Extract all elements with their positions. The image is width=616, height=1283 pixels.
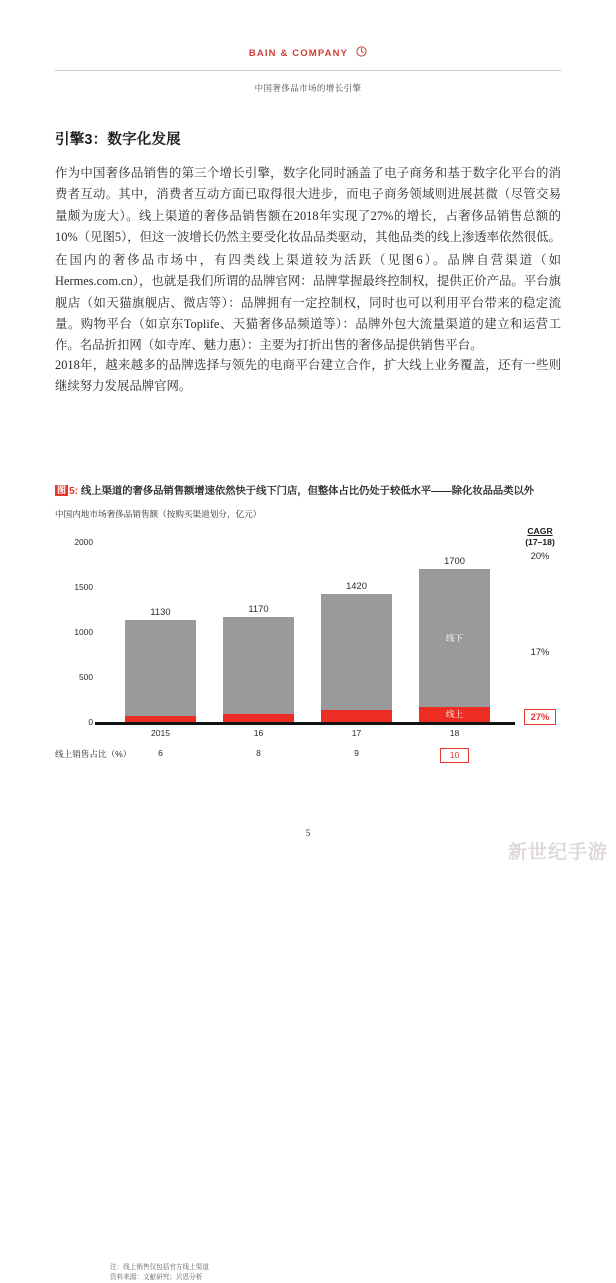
segment-label-online: 线上 <box>445 709 464 720</box>
body-paragraph-1: 作为中国奢侈品销售的第三个增长引擎，数字化同时涵盖了电子商务和基于数字化平台的消费者互动。其中，消费者互动方面已取得很大进步，而电子商务领域则进展甚微（尽管交易量颇为庞大）。线上渠道的奢侈品销售额在2018年实现了27%的增长，占奢侈品销售总额的10%（见图5），但这一波增长仍然主要受化妆品品类驱动，其他品类的线上渗透率依然很低。 <box>55 166 561 244</box>
y-tick-2: 1000 <box>74 627 93 637</box>
document-subtitle: 中国奢侈品市场的增长引擎 <box>254 83 362 93</box>
y-tick-0: 0 <box>88 717 93 727</box>
y-tick-3: 1500 <box>74 582 93 592</box>
page-number: 5 <box>305 828 311 838</box>
bar-segment-online <box>125 716 196 722</box>
x-tick-1: 16 <box>253 728 264 738</box>
bar-column-17 <box>321 580 392 722</box>
chart-subtitle: 中国内地市场奢侈品销售额（按购买渠道划分，亿元） <box>55 509 262 519</box>
brand-header <box>0 44 616 62</box>
online-share-0: 6 <box>158 748 163 758</box>
bar-segment-offline <box>223 617 294 714</box>
bar-column-16 <box>223 602 294 722</box>
chart-plot-area <box>74 537 500 727</box>
online-share-row-label: 线上销售占比（%） <box>55 749 132 759</box>
chart-baseline-axis <box>95 722 515 725</box>
page-title: 引擎3：数字化发展 <box>55 132 181 148</box>
brand-name: BAIN & COMPANY <box>248 47 349 59</box>
figure-caption-text: 线上渠道的奢侈品销售额增速依然快于线下门店，但整体占比仍处于较低水平——除化妆品品类以外 <box>81 486 535 497</box>
online-share-3-highlighted <box>419 748 490 763</box>
x-tick-0: 2015 <box>150 728 171 738</box>
bar-segment-online <box>321 710 392 722</box>
bar-total-label-2015: 1130 <box>150 606 171 618</box>
y-tick-4: 2000 <box>74 537 93 547</box>
bar-segment-offline <box>419 569 490 707</box>
bar-segment-online <box>223 714 294 722</box>
online-share-1: 8 <box>256 748 261 758</box>
header-divider <box>55 70 561 71</box>
cagr-offline-value: 17% <box>530 646 550 657</box>
segment-label-offline: 线下 <box>445 632 464 643</box>
bar-column-2015 <box>125 606 196 722</box>
x-tick-3: 18 <box>449 728 460 738</box>
body-paragraph-2: 在国内的奢侈品市场中，有四类线上渠道较为活跃（见图6）。品牌自营渠道（如Hermes.com.cn），也就是我们所谓的品牌官网：品牌掌握最终控制权，提供正价产品。平台旗舰店（如天猫旗舰店、微店等）：品牌拥有一定控制权，同时也可以利用平台带来的稳定流量。购物平台（如京东Toplife、天猫奢侈品频道等）：品牌外包大流量渠道的建立和运营工作。名品折扣网（如寺库、魅力惠）：主要为打折出售的奢侈品提供销售平台。 <box>55 253 561 353</box>
figure-caption <box>55 484 561 499</box>
bar-segment-online <box>419 707 490 722</box>
chart-notes <box>110 1263 209 1283</box>
cagr-column <box>517 526 563 548</box>
cagr-online-text: 27% <box>524 709 557 725</box>
x-tick-2: 17 <box>351 728 362 738</box>
figure-tag: 图 <box>57 485 67 495</box>
bar-segment-offline <box>125 620 196 716</box>
bar-total-label-16: 1170 <box>248 602 269 614</box>
cagr-total-value: 20% <box>530 550 550 561</box>
watermark: 新世纪手游 <box>507 842 608 863</box>
y-tick-1: 500 <box>79 672 93 682</box>
online-share-3-value: 10 <box>440 748 470 763</box>
cagr-header: CAGR <box>527 526 553 536</box>
stacked-bar-chart <box>55 526 561 771</box>
bar-total-label-17: 1420 <box>346 580 367 592</box>
online-share-2: 9 <box>354 748 359 758</box>
cagr-period: (17–18) <box>525 537 555 547</box>
body-paragraph-3: 2018年，越来越多的品牌选择与领先的电商平台建立合作，扩大线上业务覆盖，还有一些则继续努力发展品牌官网。 <box>55 358 561 394</box>
figure-number: 5: <box>69 486 79 497</box>
bar-total-label-18: 1700 <box>444 555 465 566</box>
bar-segment-offline <box>321 594 392 710</box>
bain-circle-logo-icon <box>356 44 367 62</box>
bar-column-18 <box>419 555 490 722</box>
chart-note-2: 资料来源：文献研究；贝恩分析 <box>110 1274 203 1281</box>
chart-note-1: 注：线上销售仅包括官方线上渠道 <box>110 1264 209 1271</box>
cagr-online-value <box>517 709 563 725</box>
